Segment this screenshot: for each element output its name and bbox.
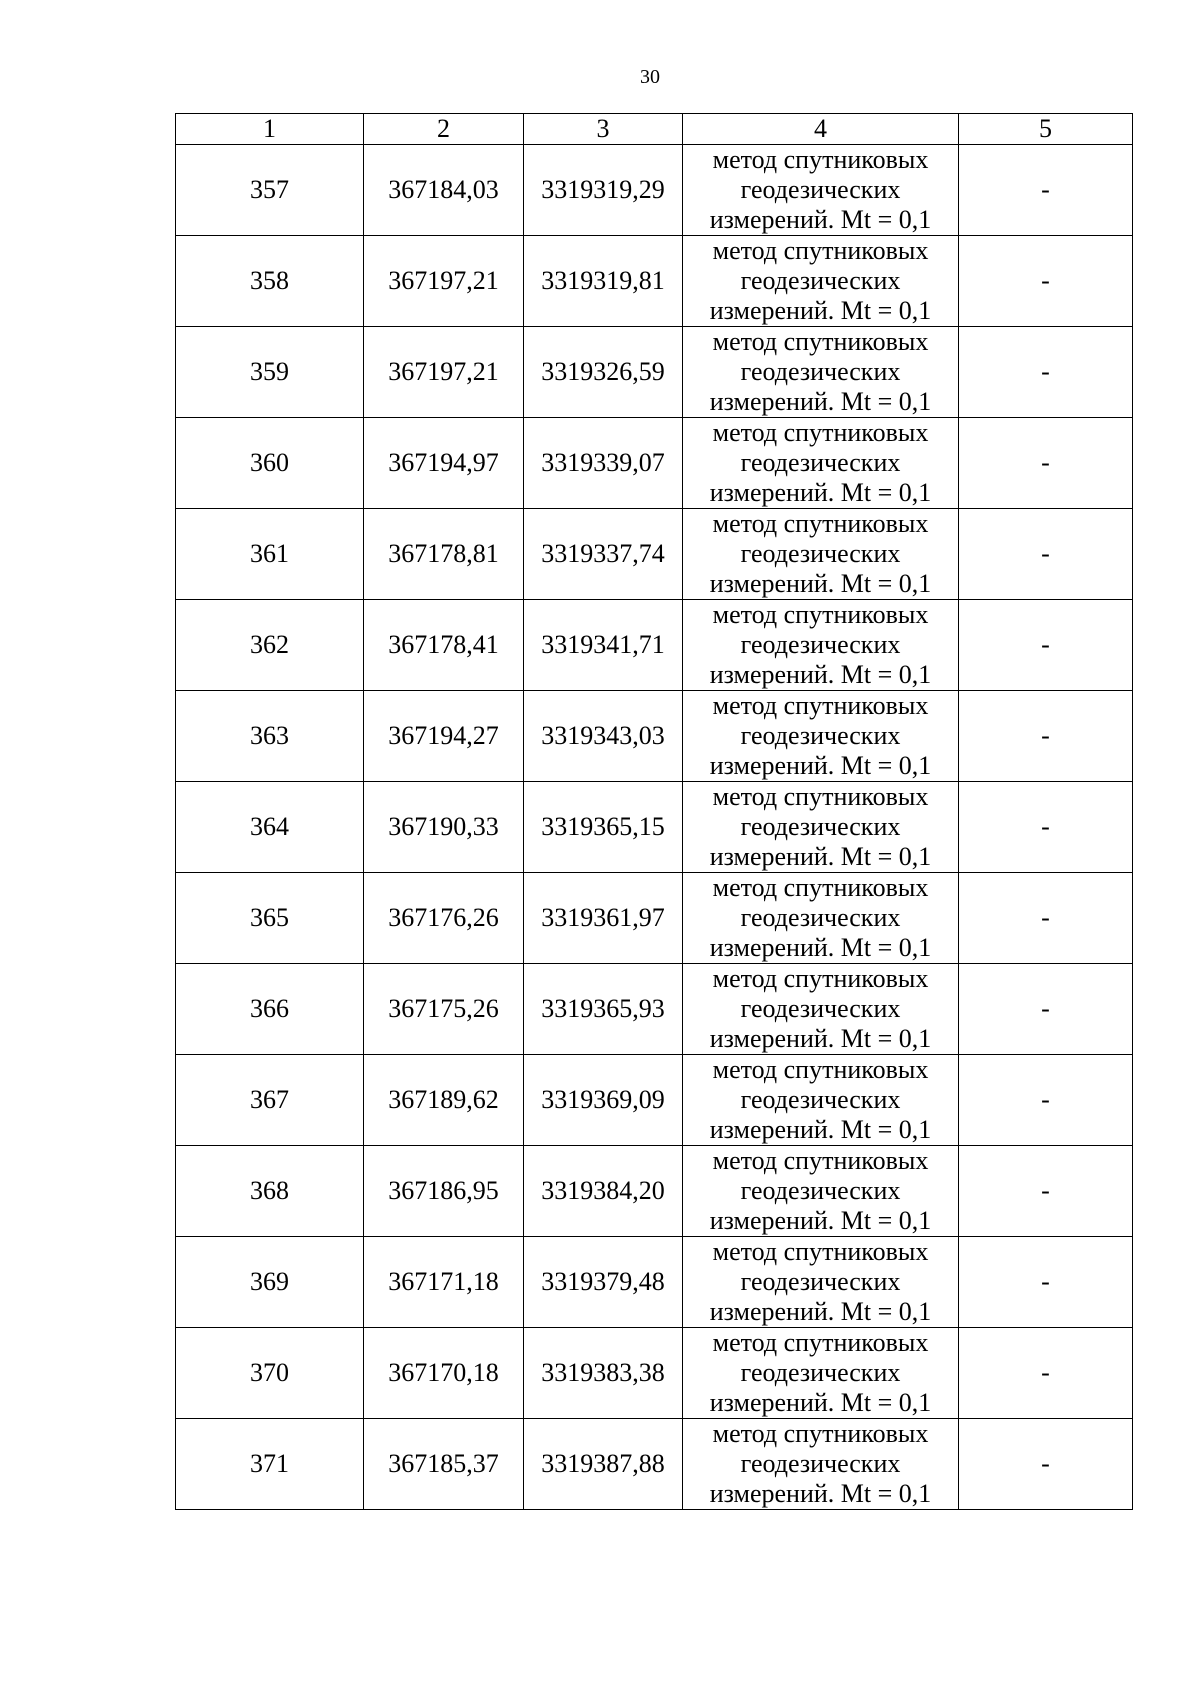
point-number-cell: 370 <box>176 1328 364 1419</box>
x-coordinate-cell: 367175,26 <box>364 964 524 1055</box>
point-number-cell: 369 <box>176 1237 364 1328</box>
note-cell: - <box>959 327 1133 418</box>
method-line: метод спутниковых <box>712 145 929 174</box>
method-line: измерений. Mt = 0,1 <box>709 751 932 780</box>
method-cell <box>683 1328 959 1419</box>
y-coordinate-cell: 3319383,38 <box>524 1328 683 1419</box>
method-line: метод спутниковых <box>712 327 929 356</box>
x-coordinate-cell: 367189,62 <box>364 1055 524 1146</box>
point-number-cell: 366 <box>176 964 364 1055</box>
method-line: измерений. Mt = 0,1 <box>709 1479 932 1508</box>
point-number-cell: 367 <box>176 1055 364 1146</box>
method-line: геодезических <box>740 994 901 1023</box>
method-line: измерений. Mt = 0,1 <box>709 1388 932 1417</box>
y-coordinate-cell: 3319319,29 <box>524 145 683 236</box>
table-header <box>176 114 1133 145</box>
method-line: метод спутниковых <box>712 509 929 538</box>
point-number-cell: 363 <box>176 691 364 782</box>
method-line: измерений. Mt = 0,1 <box>709 205 932 234</box>
x-coordinate-cell: 367194,97 <box>364 418 524 509</box>
note-cell: - <box>959 145 1133 236</box>
method-cell <box>683 1146 959 1237</box>
page-number: 30 <box>640 66 660 88</box>
header-row <box>176 114 1133 145</box>
method-line: геодезических <box>740 1176 901 1205</box>
method-line: геодезических <box>740 721 901 750</box>
column-header-2: 2 <box>364 114 524 145</box>
table-row <box>176 873 1133 964</box>
method-line: измерений. Mt = 0,1 <box>709 296 932 325</box>
method-line: измерений. Mt = 0,1 <box>709 1115 932 1144</box>
y-coordinate-cell: 3319337,74 <box>524 509 683 600</box>
y-coordinate-cell: 3319339,07 <box>524 418 683 509</box>
method-cell <box>683 1055 959 1146</box>
note-cell: - <box>959 600 1133 691</box>
method-line: геодезических <box>740 1358 901 1387</box>
point-number-cell: 364 <box>176 782 364 873</box>
point-number-cell: 360 <box>176 418 364 509</box>
method-line: метод спутниковых <box>712 964 929 993</box>
method-line: измерений. Mt = 0,1 <box>709 660 932 689</box>
table-row <box>176 964 1133 1055</box>
method-cell <box>683 782 959 873</box>
note-cell: - <box>959 1237 1133 1328</box>
column-header-3: 3 <box>524 114 683 145</box>
method-line: измерений. Mt = 0,1 <box>709 1206 932 1235</box>
point-number-cell: 359 <box>176 327 364 418</box>
method-cell <box>683 1419 959 1510</box>
coordinates-table <box>175 113 1133 1510</box>
method-cell <box>683 691 959 782</box>
y-coordinate-cell: 3319341,71 <box>524 600 683 691</box>
note-cell: - <box>959 509 1133 600</box>
note-cell: - <box>959 418 1133 509</box>
y-coordinate-cell: 3319319,81 <box>524 236 683 327</box>
table-row <box>176 1146 1133 1237</box>
note-cell: - <box>959 691 1133 782</box>
method-line: измерений. Mt = 0,1 <box>709 1024 932 1053</box>
method-line: измерений. Mt = 0,1 <box>709 478 932 507</box>
method-cell <box>683 145 959 236</box>
table-row <box>176 600 1133 691</box>
y-coordinate-cell: 3319369,09 <box>524 1055 683 1146</box>
point-number-cell: 365 <box>176 873 364 964</box>
table-row <box>176 1328 1133 1419</box>
note-cell: - <box>959 236 1133 327</box>
table-row <box>176 145 1133 236</box>
method-line: метод спутниковых <box>712 418 929 447</box>
method-line: метод спутниковых <box>712 600 929 629</box>
x-coordinate-cell: 367194,27 <box>364 691 524 782</box>
point-number-cell: 357 <box>176 145 364 236</box>
method-cell <box>683 600 959 691</box>
table-row <box>176 418 1133 509</box>
method-line: геодезических <box>740 812 901 841</box>
y-coordinate-cell: 3319365,93 <box>524 964 683 1055</box>
table-row <box>176 509 1133 600</box>
table-row <box>176 1237 1133 1328</box>
method-line: метод спутниковых <box>712 782 929 811</box>
point-number-cell: 368 <box>176 1146 364 1237</box>
method-line: измерений. Mt = 0,1 <box>709 1297 932 1326</box>
note-cell: - <box>959 1055 1133 1146</box>
method-line: измерений. Mt = 0,1 <box>709 387 932 416</box>
method-line: геодезических <box>740 539 901 568</box>
method-line: геодезических <box>740 630 901 659</box>
method-line: геодезических <box>740 266 901 295</box>
method-line: геодезических <box>740 1085 901 1114</box>
table-row <box>176 236 1133 327</box>
method-line: метод спутниковых <box>712 1146 929 1175</box>
method-cell <box>683 873 959 964</box>
y-coordinate-cell: 3319384,20 <box>524 1146 683 1237</box>
point-number-cell: 362 <box>176 600 364 691</box>
x-coordinate-cell: 367178,81 <box>364 509 524 600</box>
method-line: измерений. Mt = 0,1 <box>709 842 932 871</box>
column-header-1: 1 <box>176 114 364 145</box>
method-line: измерений. Mt = 0,1 <box>709 569 932 598</box>
x-coordinate-cell: 367185,37 <box>364 1419 524 1510</box>
method-cell <box>683 236 959 327</box>
table-row <box>176 691 1133 782</box>
point-number-cell: 361 <box>176 509 364 600</box>
x-coordinate-cell: 367184,03 <box>364 145 524 236</box>
note-cell: - <box>959 964 1133 1055</box>
x-coordinate-cell: 367190,33 <box>364 782 524 873</box>
table-row <box>176 327 1133 418</box>
table-body <box>176 145 1133 1510</box>
table-row <box>176 1055 1133 1146</box>
y-coordinate-cell: 3319361,97 <box>524 873 683 964</box>
method-cell <box>683 1237 959 1328</box>
y-coordinate-cell: 3319326,59 <box>524 327 683 418</box>
note-cell: - <box>959 1146 1133 1237</box>
method-cell <box>683 509 959 600</box>
x-coordinate-cell: 367170,18 <box>364 1328 524 1419</box>
method-line: геодезических <box>740 1267 901 1296</box>
note-cell: - <box>959 873 1133 964</box>
method-cell <box>683 327 959 418</box>
method-line: метод спутниковых <box>712 1328 929 1357</box>
point-number-cell: 371 <box>176 1419 364 1510</box>
x-coordinate-cell: 367176,26 <box>364 873 524 964</box>
method-line: метод спутниковых <box>712 1055 929 1084</box>
x-coordinate-cell: 367197,21 <box>364 327 524 418</box>
table-row <box>176 782 1133 873</box>
x-coordinate-cell: 367171,18 <box>364 1237 524 1328</box>
x-coordinate-cell: 367186,95 <box>364 1146 524 1237</box>
note-cell: - <box>959 782 1133 873</box>
y-coordinate-cell: 3319365,15 <box>524 782 683 873</box>
method-line: геодезических <box>740 1449 901 1478</box>
method-cell <box>683 418 959 509</box>
method-line: метод спутниковых <box>712 236 929 265</box>
table-row <box>176 1419 1133 1510</box>
y-coordinate-cell: 3319387,88 <box>524 1419 683 1510</box>
method-line: метод спутниковых <box>712 873 929 902</box>
y-coordinate-cell: 3319379,48 <box>524 1237 683 1328</box>
method-line: метод спутниковых <box>712 1237 929 1266</box>
method-line: геодезических <box>740 903 901 932</box>
method-cell <box>683 964 959 1055</box>
method-line: геодезических <box>740 448 901 477</box>
column-header-5: 5 <box>959 114 1133 145</box>
method-line: измерений. Mt = 0,1 <box>709 933 932 962</box>
method-line: геодезических <box>740 175 901 204</box>
method-line: метод спутниковых <box>712 691 929 720</box>
method-line: геодезических <box>740 357 901 386</box>
note-cell: - <box>959 1419 1133 1510</box>
y-coordinate-cell: 3319343,03 <box>524 691 683 782</box>
column-header-4: 4 <box>683 114 959 145</box>
x-coordinate-cell: 367178,41 <box>364 600 524 691</box>
note-cell: - <box>959 1328 1133 1419</box>
method-line: метод спутниковых <box>712 1419 929 1448</box>
x-coordinate-cell: 367197,21 <box>364 236 524 327</box>
point-number-cell: 358 <box>176 236 364 327</box>
